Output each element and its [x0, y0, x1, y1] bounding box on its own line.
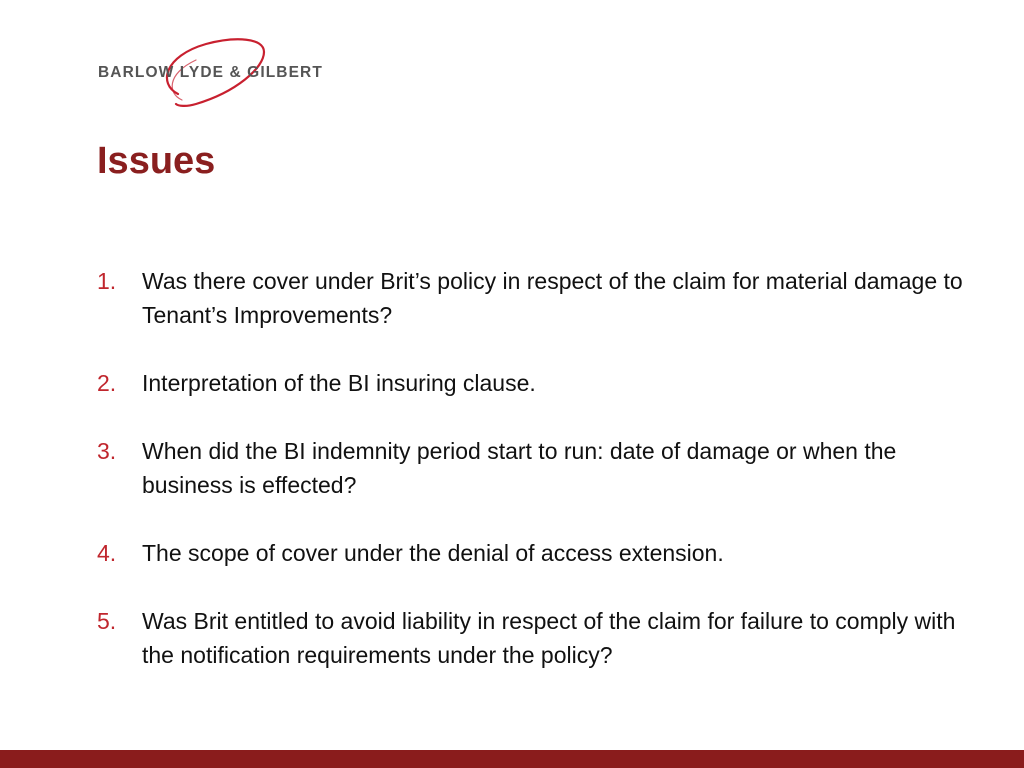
list-item: [97, 264, 977, 332]
list-item-text: When did the BI indemnity period start to run: date of damage or when the business is effected?: [142, 438, 897, 498]
list-item: [97, 536, 977, 570]
list-item: [97, 366, 977, 400]
list-item-number: 1.: [97, 268, 117, 294]
issues-list: [97, 264, 977, 706]
list-item-number: 2.: [97, 370, 117, 396]
logo-wordmark: BARLOW LYDE & GILBERT: [98, 64, 323, 81]
footer-bar: [0, 750, 1024, 768]
page-title: Issues: [97, 140, 216, 182]
company-logo: [96, 34, 346, 118]
list-item-text: Was Brit entitled to avoid liability in respect of the claim for failure to comply with the notification requirements under the policy?: [142, 608, 956, 668]
list-item-text: Was there cover under Brit’s policy in respect of the claim for material damage to Tenant’s Improvements?: [142, 268, 963, 328]
list-item: [97, 434, 977, 502]
list-item-text: Interpretation of the BI insuring clause.: [142, 370, 536, 396]
list-item: [97, 604, 977, 672]
list-item-number: 4.: [97, 540, 117, 566]
list-item-text: The scope of cover under the denial of access extension.: [142, 540, 724, 566]
list-item-number: 5.: [97, 608, 117, 634]
list-item-number: 3.: [97, 438, 117, 464]
